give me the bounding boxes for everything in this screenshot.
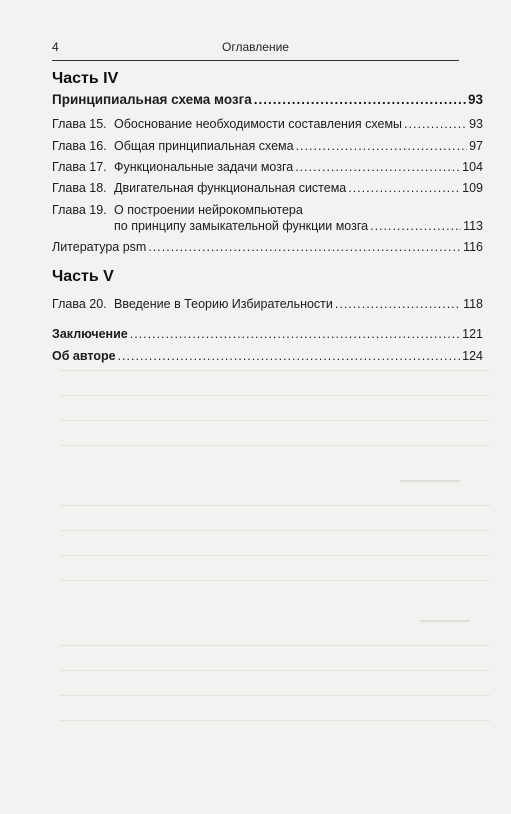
toc-part-heading[interactable] [52,92,483,107]
leader-dots [348,181,460,195]
toc-entry[interactable] [52,181,483,195]
chapter-number: Глава 19. [52,203,107,217]
leader-dots [370,219,461,233]
toc-page: 113 [463,219,483,233]
page-number: 4 [52,40,59,54]
toc-page: 93 [469,117,483,131]
toc-page: 97 [469,139,483,153]
part-label: Часть IV [52,70,119,87]
running-header [52,40,459,58]
chapter-number: Глава 16. [52,139,107,153]
chapter-number: Глава 18. [52,181,107,195]
leader-dots [296,139,468,153]
toc-entry[interactable] [52,117,483,131]
toc-title-continued: по принципу замыкательной функции мозга [114,219,369,233]
toc-entry[interactable] [52,160,483,174]
chapter-number: Глава 20. [52,297,107,311]
toc-title: Обоснование необходимости составления схемы [114,117,403,131]
toc-page: 104 [462,160,483,174]
toc-title: Введение в Теорию Избирательности [114,297,333,311]
toc-title: Функциональные задачи мозга [114,160,294,174]
toc-title: Заключение [52,327,128,341]
leader-dots [118,349,461,363]
toc-page: 118 [463,297,483,311]
toc-entry[interactable] [52,139,483,153]
leader-dots [335,297,461,311]
leader-dots [295,160,460,174]
part-label: Часть V [52,268,114,285]
leader-dots [148,240,461,254]
toc-page: 121 [462,327,483,341]
leader-dots [404,117,467,131]
toc-entry[interactable] [52,297,483,311]
toc-entry[interactable] [52,203,483,233]
toc-title: Об авторе [52,349,116,363]
chapter-number: Глава 15. [52,117,107,131]
header-title: Оглавление [222,40,289,54]
toc-page: 124 [462,349,483,363]
toc-entry-literature[interactable] [52,240,483,254]
toc-entry-about-author[interactable] [52,349,483,363]
toc-page: 93 [467,92,483,107]
leader-dots [254,92,466,107]
leader-dots [130,327,460,341]
toc-title: Принципиальная схема мозга [52,92,252,107]
toc-page: 116 [463,240,483,254]
toc-title: Общая принципиальная схема [114,139,294,153]
toc-title: О построении нейрокомпьютера [114,203,303,217]
chapter-number: Глава 17. [52,160,107,174]
header-rule [52,60,459,61]
toc-title: Двигательная функциональная система [114,181,347,195]
toc-title: Литература psm [52,240,147,254]
toc-entry-conclusion[interactable] [52,327,483,341]
toc-page: 109 [462,181,483,195]
